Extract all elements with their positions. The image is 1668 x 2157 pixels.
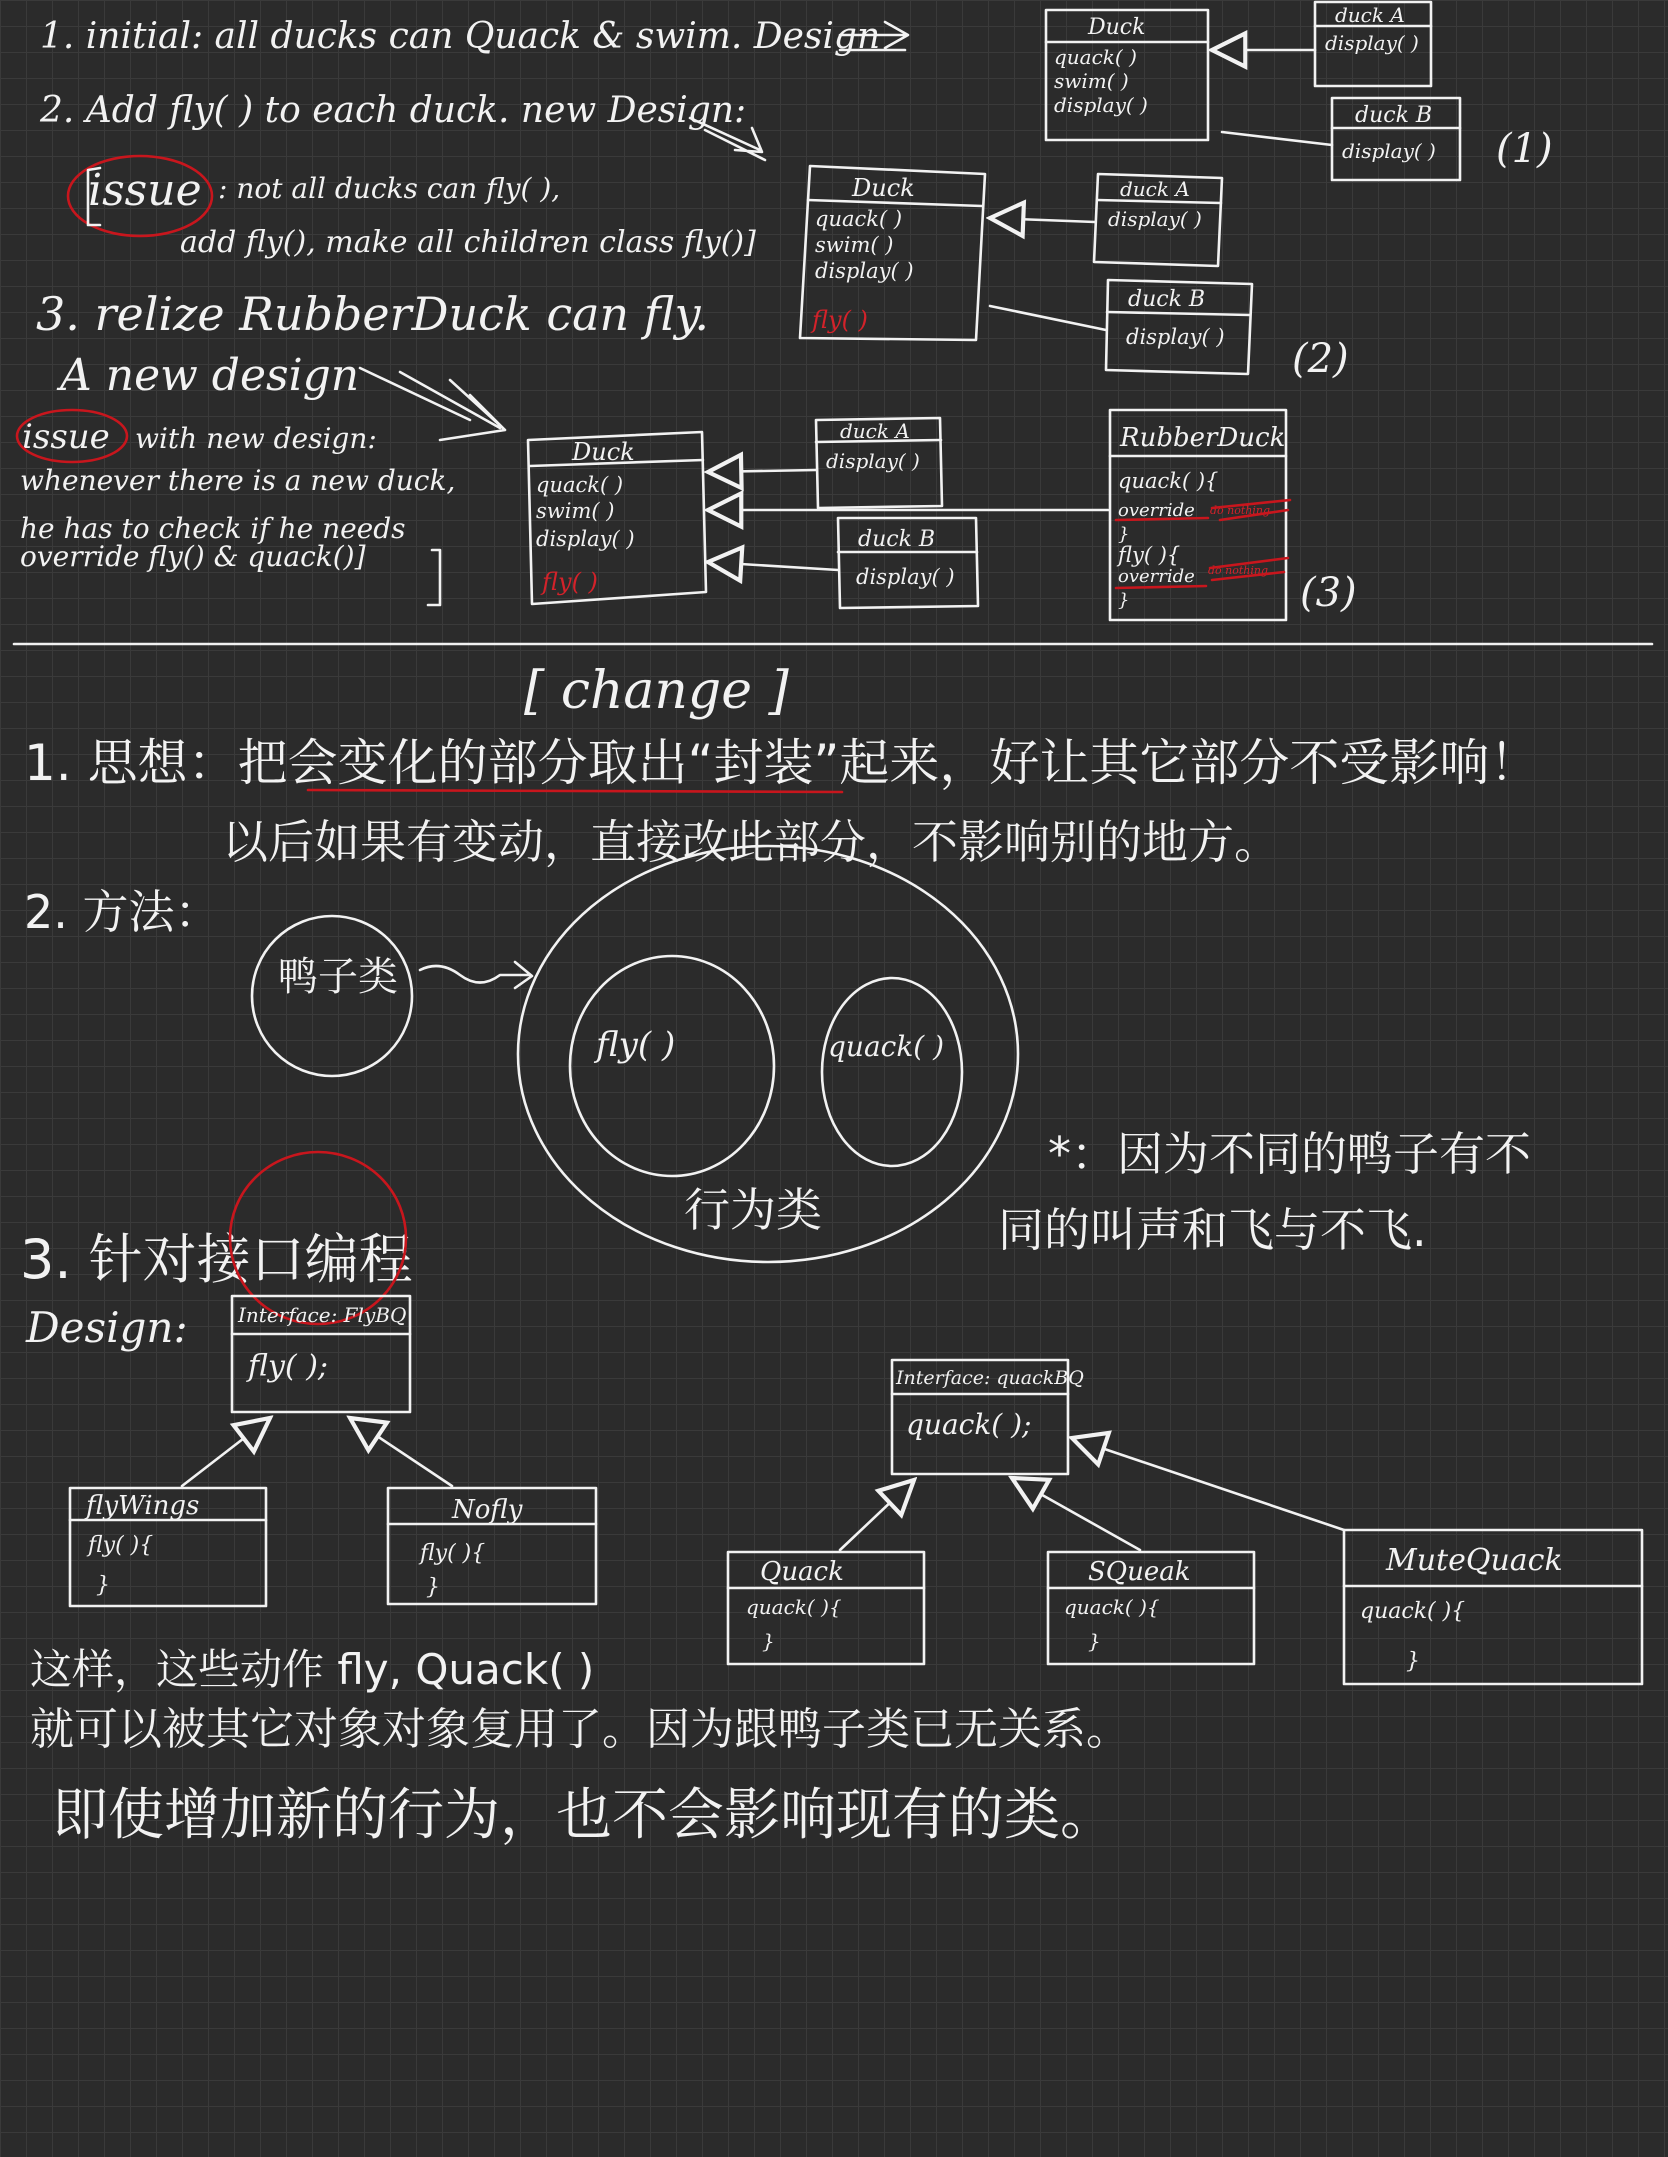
duck3-a-title: duck A [840,419,910,443]
uml-quack-interface [728,1360,1642,1684]
summary-line-3: 即使增加新的行为，也不会影响现有的类。 [52,1783,1116,1848]
step2-text: 2. Add fly( ) to each duck. new Design: [40,90,747,131]
rubberduck-note-2: do nothing [1208,564,1269,577]
mutequack-title: MuteQuack [1386,1543,1563,1578]
duck-b-display: display( ) [1342,139,1436,163]
design-label: Design: [26,1303,188,1352]
uml-design-3 [528,410,1357,620]
mutequack-method: quack( ){ [1360,1599,1466,1624]
duck2-quack: quack( ) [815,207,903,231]
issue3-bracket [428,550,440,605]
extract-arrow [420,962,532,988]
duck2-class-title: Duck [852,174,915,202]
rubberduck-override-2: override [1118,566,1195,587]
duck2-a-title: duck A [1120,177,1190,201]
issue3-word: issue [22,417,110,457]
issue2-line1: : not all ducks can fly( ), [218,172,561,205]
note-line-2: 同的叫声和飞与不飞. [998,1203,1427,1257]
principle-line-1: 1. 思想：把会变化的部分取出“封装”起来，好让其它部分不受影响！ [24,734,1540,792]
duck-swim-method: swim( ) [1054,69,1129,93]
duck3-b-title: duck B [858,527,936,552]
duck3-b-display: display( ) [856,565,955,589]
fly-interface-decl: fly( ); [248,1349,329,1384]
duck3-display: display( ) [536,527,635,551]
uml-design-2 [800,166,1349,382]
step1-text: 1. initial: all ducks can Quack & swim. Design [40,16,881,57]
quack-impl-title: Quack [760,1557,844,1587]
method-heading: 2. 方法： [24,885,221,939]
rubberduck-fly: fly( ){ [1118,543,1181,567]
mutequack-close: } [1406,1649,1420,1674]
quack-impl-close: } [762,1629,775,1653]
issue3-line3: he has to check if he needs [20,512,406,545]
label-3: (3) [1300,570,1357,616]
issue2-line2: add fly(), make all children class fly()] [180,225,756,260]
label-1: (1) [1496,126,1553,172]
duck-class-title: Duck [1088,15,1146,40]
rubberduck-title: RubberDuck [1120,423,1286,453]
program-to-interface-heading: 3. 针对接口编程 [20,1228,413,1291]
duck2-fly-red: fly( ) [812,306,868,334]
step3-text: 3. relize RubberDuck can fly. [36,287,709,341]
duck-display-method: display( ) [1054,93,1148,117]
rubberduck-close-2: } [1118,590,1130,611]
rubberduck-override: override [1118,500,1195,521]
duck3-swim: swim( ) [536,499,615,523]
note-line-1: *：因为不同的鸭子有不 [1048,1127,1531,1181]
step3-sub: A new design [60,350,360,401]
flywings-close: } [96,1573,110,1598]
quack-interface-title: Interface: quackBQ [896,1367,1084,1389]
duck2-display: display( ) [815,259,914,283]
summary-line-1: 这样，这些动作 fly, Quack( ) [30,1645,595,1694]
flywings-title: flyWings [86,1491,200,1521]
duck3-quack: quack( ) [536,473,624,497]
rubberduck-close: } [1118,524,1130,545]
squeak-method: quack( ){ [1064,1595,1160,1619]
quack-behavior-circle [822,978,962,1166]
flywings-fly: fly( ){ [88,1533,154,1558]
summary-line-2: 就可以被其它对象对象复用了。因为跟鸭子类已无关系。 [30,1704,1130,1755]
quack-behavior-label: quack( ) [828,1030,945,1063]
label-2: (2) [1292,336,1349,382]
duck3-class-title: Duck [572,438,635,466]
quack-impl-method: quack( ){ [746,1595,842,1619]
duck-a-display: display( ) [1325,31,1419,55]
rubberduck-note: do nothing [1210,504,1271,517]
duck2-a-display: display( ) [1108,207,1202,231]
issue3-line4: override fly() & quack()] [20,540,366,573]
arrow-to-design3 [360,368,505,440]
issue3-line2: whenever there is a new duck, [20,464,456,497]
duck-class-label: 鸭子类 [278,954,398,1000]
duck3-fly-red: fly( ) [542,568,598,596]
duck2-swim: swim( ) [815,233,894,257]
principle-line-2: 以后如果有变动，直接改此部分，不影响别的地方。 [222,815,1280,869]
behavior-class-label: 行为类 [684,1183,822,1237]
duck3-a-display: display( ) [826,449,920,473]
fly-behavior-circle [570,956,774,1176]
duck-quack-method: quack( ) [1054,45,1137,69]
duck2-b-display: display( ) [1126,325,1225,349]
change-heading: [ change ] [524,661,789,721]
nofly-close: } [426,1575,440,1600]
fly-behavior-label: fly( ) [596,1025,676,1065]
squeak-title: SQueak [1088,1557,1191,1587]
duck2-b-title: duck B [1128,287,1206,312]
issue3-line1: with new design: [135,422,377,455]
issue2-word: issue [88,165,202,216]
duck-b-title: duck B [1355,103,1433,128]
quack-interface-decl: quack( ); [906,1408,1032,1441]
squeak-close: } [1088,1629,1101,1653]
duck-a-title: duck A [1335,3,1405,27]
rubberduck-quack: quack( ){ [1118,469,1219,493]
nofly-fly: fly( ){ [420,1541,486,1566]
uml-design-1 [1046,2,1553,180]
nofly-title: Nofly [452,1495,523,1525]
fly-interface-title: Interface: FlyBQ [238,1303,407,1327]
